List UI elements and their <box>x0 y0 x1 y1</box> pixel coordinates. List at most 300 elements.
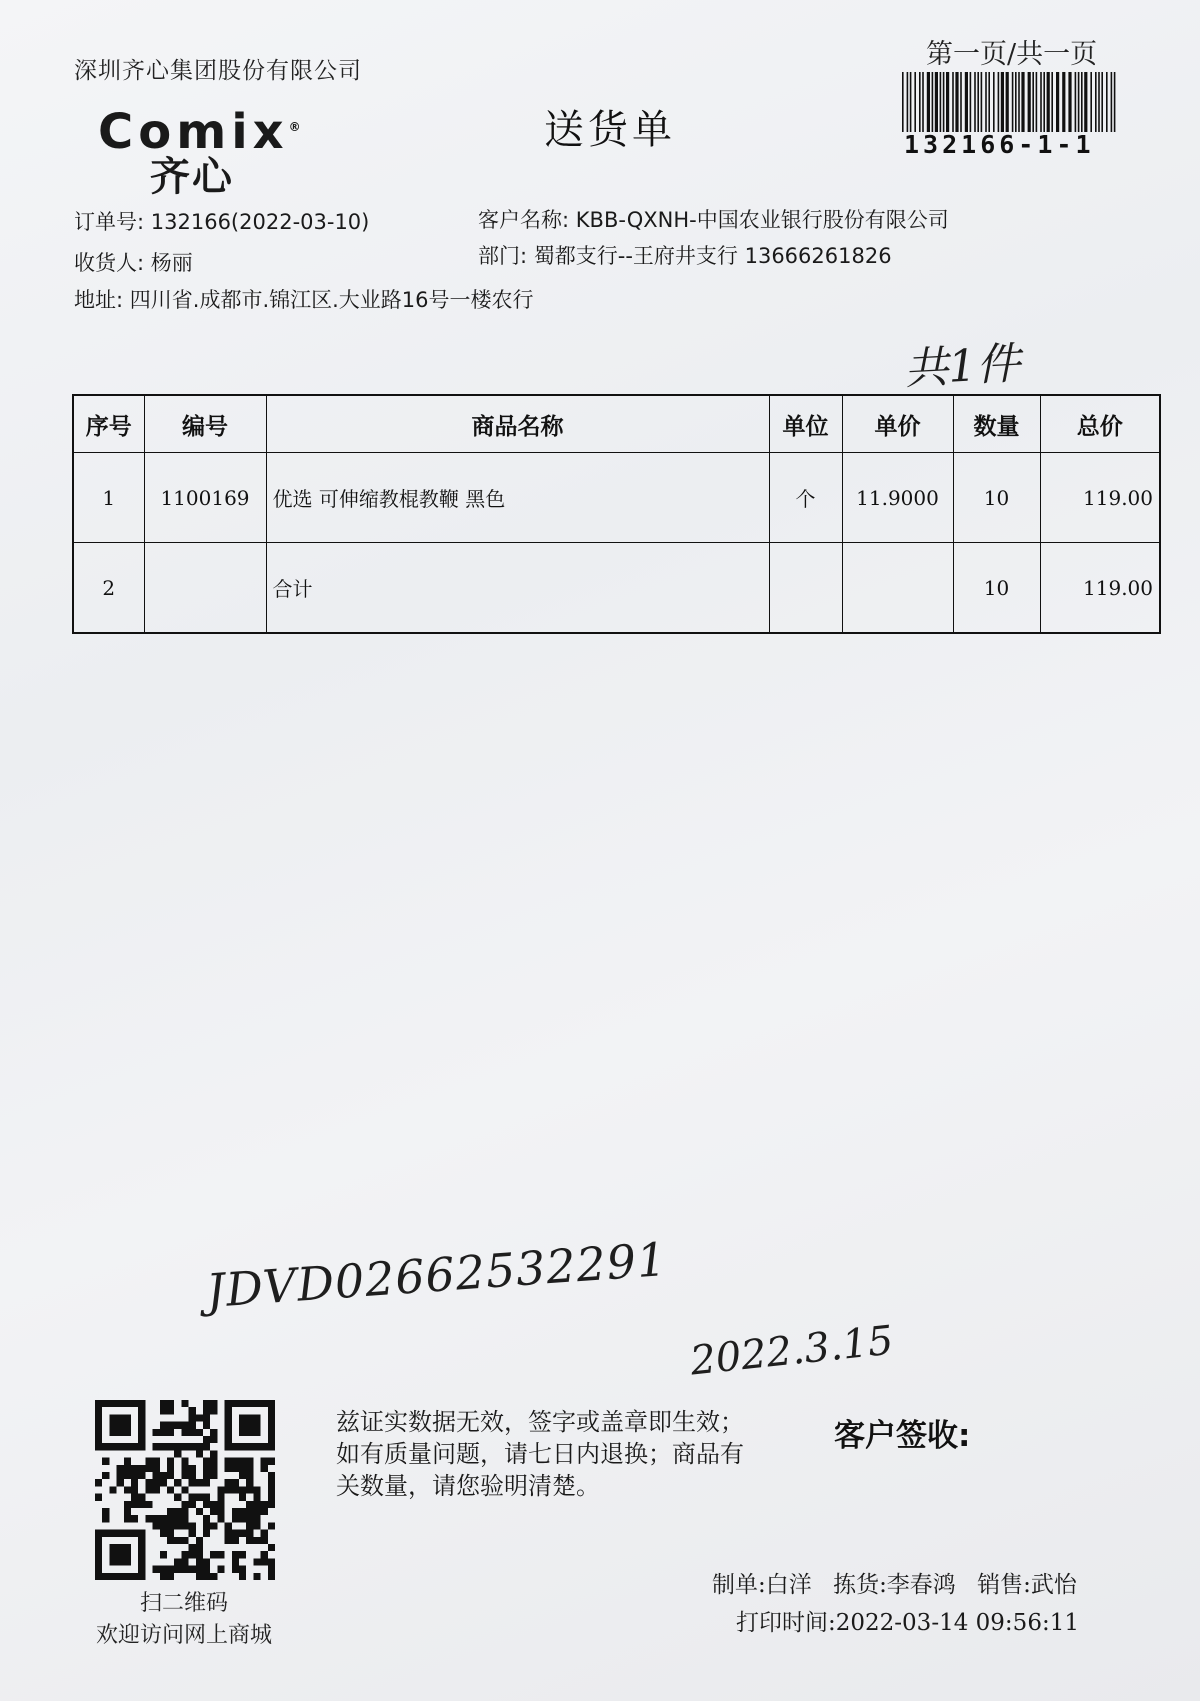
qr-module <box>124 1458 131 1465</box>
qr-module <box>268 1472 275 1479</box>
cell-seq: 2 <box>73 543 144 634</box>
qr-module <box>117 1551 124 1558</box>
qr-module <box>225 1479 232 1486</box>
qr-module <box>232 1508 239 1515</box>
qr-module <box>95 1494 102 1501</box>
qr-module <box>117 1400 124 1407</box>
qr-module <box>196 1429 203 1436</box>
cell-qty: 10 <box>953 453 1040 543</box>
qr-module <box>210 1551 217 1558</box>
qr-module <box>196 1494 203 1501</box>
qr-module <box>239 1494 246 1501</box>
qr-module <box>189 1443 196 1450</box>
qr-module <box>261 1443 268 1450</box>
qr-module <box>174 1522 181 1529</box>
qr-module <box>153 1429 160 1436</box>
qr-module <box>225 1465 232 1472</box>
order-number <box>74 206 369 236</box>
barcode-bar <box>1114 72 1116 132</box>
qr-module <box>167 1522 174 1529</box>
barcode-bar <box>1036 72 1038 132</box>
qr-module <box>160 1443 167 1450</box>
qr-module <box>174 1558 181 1565</box>
qr-module <box>210 1501 217 1508</box>
qr-module <box>196 1508 203 1515</box>
barcode-bar <box>952 72 954 132</box>
qr-module <box>225 1537 232 1544</box>
cell-product: 合计 <box>266 543 769 634</box>
qr-module <box>268 1414 275 1421</box>
qr-module <box>181 1501 188 1508</box>
qr-module <box>109 1486 116 1493</box>
barcode-bar <box>927 72 930 132</box>
qr-module <box>131 1472 138 1479</box>
qr-module <box>138 1573 145 1580</box>
barcode-bar <box>946 72 949 132</box>
qr-module <box>174 1515 181 1522</box>
qr-module <box>261 1458 268 1465</box>
qr-module <box>189 1494 196 1501</box>
qr-module <box>239 1530 246 1537</box>
qr-module <box>160 1515 167 1522</box>
qr-module <box>95 1436 102 1443</box>
qr-module <box>174 1450 181 1457</box>
qr-module <box>95 1566 102 1573</box>
qr-module <box>253 1429 260 1436</box>
qr-module <box>246 1530 253 1537</box>
cell-unit <box>769 543 842 634</box>
qr-module <box>246 1465 253 1472</box>
qr-module <box>196 1558 203 1565</box>
qr-module <box>160 1530 167 1537</box>
qr-module <box>95 1544 102 1551</box>
qr-module <box>268 1558 275 1565</box>
company-name: 深圳齐心集团股份有限公司 <box>74 58 362 84</box>
qr-module <box>232 1566 239 1573</box>
qr-module <box>160 1422 167 1429</box>
qr-module <box>246 1472 253 1479</box>
qr-module <box>217 1501 224 1508</box>
qr-module <box>225 1414 232 1421</box>
qr-module <box>167 1429 174 1436</box>
barcode-bar <box>935 72 938 132</box>
qr-module <box>203 1558 210 1565</box>
qr-module <box>203 1566 210 1573</box>
qr-module <box>181 1422 188 1429</box>
qr-module <box>124 1400 131 1407</box>
qr-module <box>138 1436 145 1443</box>
barcode-bar <box>919 72 921 132</box>
qr-module <box>203 1443 210 1450</box>
qr-module <box>268 1436 275 1443</box>
qr-module <box>253 1501 260 1508</box>
qr-module <box>153 1522 160 1529</box>
qr-module <box>174 1537 181 1544</box>
barcode-bar <box>932 72 934 132</box>
qr-module <box>131 1465 138 1472</box>
qr-module <box>167 1465 174 1472</box>
qr-module <box>160 1429 167 1436</box>
qr-module <box>239 1573 246 1580</box>
qr-module <box>203 1515 210 1522</box>
qr-module <box>210 1508 217 1515</box>
qr-module <box>181 1522 188 1529</box>
qr-module <box>217 1566 224 1573</box>
qr-module <box>232 1443 239 1450</box>
barcode-bar <box>981 72 983 132</box>
qr-module <box>160 1522 167 1529</box>
barcode-bar <box>1078 72 1080 132</box>
qr-module <box>268 1479 275 1486</box>
qr-module <box>246 1429 253 1436</box>
qr-module <box>181 1472 188 1479</box>
qr-module <box>232 1458 239 1465</box>
cell-total: 119.00 <box>1040 543 1160 634</box>
qr-module <box>109 1573 116 1580</box>
qr-module <box>138 1414 145 1421</box>
qr-module <box>232 1558 239 1565</box>
qr-module <box>210 1429 217 1436</box>
qr-module <box>138 1566 145 1573</box>
items-table <box>72 394 1161 634</box>
table-row <box>73 453 1160 543</box>
qr-module <box>124 1530 131 1537</box>
maker: 制单:白洋 <box>712 1572 812 1598</box>
barcode-bar <box>977 72 979 132</box>
qr-module <box>131 1494 138 1501</box>
print-time: 打印时间:2022-03-14 09:56:11 <box>736 1610 1079 1636</box>
qr-module <box>160 1573 167 1580</box>
table-header-row <box>73 395 1160 453</box>
qr-module <box>268 1544 275 1551</box>
qr-module <box>239 1429 246 1436</box>
qr-module <box>268 1522 275 1529</box>
qr-module <box>232 1465 239 1472</box>
qr-module <box>181 1429 188 1436</box>
qr-module <box>102 1573 109 1580</box>
qr-module <box>117 1558 124 1565</box>
dept-value: 蜀都支行--王府井支行 13666261826 <box>533 244 892 268</box>
customer-name <box>478 204 949 234</box>
qr-module <box>124 1551 131 1558</box>
barcode-bar <box>993 72 995 132</box>
qr-module <box>253 1400 260 1407</box>
qr-module <box>261 1508 268 1515</box>
qr-module <box>210 1472 217 1479</box>
qr-module <box>189 1566 196 1573</box>
barcode-bar <box>1068 72 1071 132</box>
cell-code <box>144 543 266 634</box>
qr-module <box>153 1486 160 1493</box>
qr-module <box>124 1486 131 1493</box>
qr-module <box>189 1429 196 1436</box>
qr-module <box>167 1537 174 1544</box>
cell-product: 优选 可伸缩教棍教鞭 黑色 <box>266 453 769 543</box>
qr-module <box>239 1551 246 1558</box>
qr-module <box>109 1443 116 1450</box>
barcode-bar <box>1021 72 1024 132</box>
table-row <box>73 543 1160 634</box>
qr-caption-scan: 扫二维码 <box>139 1591 228 1616</box>
qr-module <box>210 1450 217 1457</box>
qr-module <box>253 1486 260 1493</box>
qr-module <box>253 1443 260 1450</box>
barcode-bar <box>1081 72 1083 132</box>
barcode-bar <box>970 72 972 132</box>
qr-module <box>203 1422 210 1429</box>
qr-module <box>181 1400 188 1407</box>
qr-module <box>210 1436 217 1443</box>
qr-module <box>160 1551 167 1558</box>
qr-module <box>210 1400 217 1407</box>
qr-module <box>160 1472 167 1479</box>
qr-module <box>261 1465 268 1472</box>
receiver <box>74 247 193 277</box>
qr-module <box>153 1479 160 1486</box>
qr-module <box>102 1443 109 1450</box>
qr-module <box>109 1530 116 1537</box>
qr-module <box>268 1429 275 1436</box>
header-total: 总价 <box>1040 395 1160 453</box>
barcode-bar <box>1015 72 1017 132</box>
qr-module <box>181 1508 188 1515</box>
qr-module <box>138 1472 145 1479</box>
qr-module <box>167 1472 174 1479</box>
handwritten-date: 2022.3.15 <box>688 1317 896 1385</box>
qr-module <box>225 1429 232 1436</box>
qr-module <box>145 1465 152 1472</box>
qr-module <box>95 1429 102 1436</box>
handwritten-item-count: 共1件 <box>902 337 1022 395</box>
header-price: 单价 <box>842 395 953 453</box>
customer-value: KBB-QXNH-中国农业银行股份有限公司 <box>575 208 949 232</box>
qr-module <box>253 1422 260 1429</box>
qr-module <box>124 1508 131 1515</box>
qr-module <box>131 1515 138 1522</box>
barcode-bar <box>1047 72 1050 132</box>
qr-module <box>117 1443 124 1450</box>
qr-module <box>253 1515 260 1522</box>
qr-module <box>138 1494 145 1501</box>
barcode-bar <box>1043 72 1045 132</box>
qr-module <box>203 1465 210 1472</box>
qr-module <box>253 1537 260 1544</box>
qr-module <box>203 1522 210 1529</box>
qr-module <box>131 1443 138 1450</box>
qr-module <box>109 1558 116 1565</box>
address <box>74 284 534 314</box>
qr-module <box>239 1472 246 1479</box>
qr-module <box>232 1515 239 1522</box>
barcode-bar <box>1062 72 1065 132</box>
barcode-bar <box>1075 72 1077 132</box>
qr-module <box>268 1407 275 1414</box>
qr-module <box>167 1566 174 1573</box>
qr-module <box>109 1422 116 1429</box>
qr-module <box>210 1407 217 1414</box>
barcode-bar <box>1040 72 1042 132</box>
qr-module <box>246 1515 253 1522</box>
qr-module <box>189 1530 196 1537</box>
barcode-bar <box>1001 72 1004 132</box>
qr-module <box>124 1429 131 1436</box>
qr-module <box>124 1465 131 1472</box>
barcode-bar <box>960 72 962 132</box>
qr-module <box>217 1508 224 1515</box>
barcode-bar <box>1084 72 1087 132</box>
qr-module <box>217 1486 224 1493</box>
qr-module <box>210 1458 217 1465</box>
qr-module <box>246 1486 253 1493</box>
qr-module <box>167 1400 174 1407</box>
logo-en-text: Comix <box>98 104 289 160</box>
qr-module <box>217 1551 224 1558</box>
qr-module <box>95 1443 102 1450</box>
customer-signature-label: 客户签收: <box>834 1418 971 1454</box>
qr-module <box>268 1400 275 1407</box>
qr-module <box>203 1458 210 1465</box>
qr-module <box>95 1479 102 1486</box>
disclaimer-text: 兹证实数据无效，签字或盖章即生效；如有质量问题，请七日内退换；商品有关数量，请您验明清楚。 <box>336 1408 744 1500</box>
qr-module <box>225 1400 232 1407</box>
qr-module <box>153 1458 160 1465</box>
qr-module <box>232 1486 239 1493</box>
qr-module <box>124 1443 131 1450</box>
qr-module <box>268 1501 275 1508</box>
qr-caption-mall: 欢迎访问网上商城 <box>95 1623 272 1648</box>
qr-module <box>203 1400 210 1407</box>
cell-price: 11.9000 <box>842 453 953 543</box>
staff-line <box>712 1566 1077 1599</box>
qr-module <box>203 1573 210 1580</box>
qr-module <box>138 1443 145 1450</box>
qr-module <box>239 1566 246 1573</box>
qr-module <box>124 1472 131 1479</box>
address-label: 地址: <box>74 288 124 312</box>
document-title: 送货单 <box>544 107 676 153</box>
barcode-bar <box>1018 72 1020 132</box>
qr-module <box>174 1566 181 1573</box>
qr-module <box>246 1537 253 1544</box>
qr-module <box>246 1479 253 1486</box>
qr-module <box>253 1558 260 1565</box>
qr-module <box>145 1501 152 1508</box>
barcode-bar <box>988 72 990 132</box>
barcode-bar <box>1106 72 1108 132</box>
qr-module <box>203 1436 210 1443</box>
qr-module <box>131 1479 138 1486</box>
barcode-bar <box>955 72 958 132</box>
qr-module <box>131 1400 138 1407</box>
qr-module <box>181 1537 188 1544</box>
cell-unit: 个 <box>769 453 842 543</box>
barcode-bar <box>1095 72 1097 132</box>
qr-module <box>167 1573 174 1580</box>
qr-module <box>145 1486 152 1493</box>
qr-module <box>253 1494 260 1501</box>
logo-cn-text: 齐心 <box>150 154 234 200</box>
qr-module <box>239 1515 246 1522</box>
comix-logo: Comix® 齐心 <box>98 104 301 200</box>
qr-module <box>261 1530 268 1537</box>
qr-module <box>102 1515 109 1522</box>
barcode-bar <box>1051 72 1053 132</box>
receiver-label: 收货人: <box>74 251 145 275</box>
picker: 拣货:李春鸿 <box>833 1572 956 1598</box>
qr-module <box>131 1486 138 1493</box>
qr-module <box>95 1407 102 1414</box>
qr-module <box>217 1515 224 1522</box>
qr-module <box>124 1515 131 1522</box>
barcode-bar <box>910 72 912 132</box>
qr-module <box>239 1486 246 1493</box>
qr-module <box>117 1429 124 1436</box>
cell-total: 119.00 <box>1040 453 1160 543</box>
qr-module <box>138 1558 145 1565</box>
qr-module <box>109 1429 116 1436</box>
qr-module <box>138 1501 145 1508</box>
qr-module <box>117 1544 124 1551</box>
qr-module <box>189 1422 196 1429</box>
qr-module <box>167 1486 174 1493</box>
qr-module <box>232 1537 239 1544</box>
qr-module <box>153 1515 160 1522</box>
qr-module <box>167 1407 174 1414</box>
qr-module <box>196 1479 203 1486</box>
qr-module <box>253 1508 260 1515</box>
page-indicator: 第一页/共一页 <box>926 39 1098 70</box>
qr-module <box>225 1407 232 1414</box>
qr-module <box>268 1566 275 1573</box>
qr-module <box>153 1465 160 1472</box>
qr-module <box>189 1544 196 1551</box>
barcode-bar <box>1098 72 1100 132</box>
barcode-bar <box>1056 72 1059 132</box>
qr-module <box>124 1501 131 1508</box>
qr-module <box>117 1422 124 1429</box>
header-seq: 序号 <box>73 395 144 453</box>
qr-module <box>117 1472 124 1479</box>
qr-module <box>189 1465 196 1472</box>
qr-module <box>109 1551 116 1558</box>
qr-module <box>225 1486 232 1493</box>
qr-module <box>124 1558 131 1565</box>
qr-module <box>174 1422 181 1429</box>
qr-module <box>117 1573 124 1580</box>
qr-module <box>225 1443 232 1450</box>
qr-module <box>131 1501 138 1508</box>
qr-module <box>239 1458 246 1465</box>
qr-module <box>268 1458 275 1465</box>
qr-module <box>196 1566 203 1573</box>
qr-module <box>167 1508 174 1515</box>
qr-module <box>138 1429 145 1436</box>
qr-module <box>196 1573 203 1580</box>
qr-module <box>203 1501 210 1508</box>
qr-module <box>246 1400 253 1407</box>
qr-module <box>232 1400 239 1407</box>
qr-module <box>196 1443 203 1450</box>
qr-module <box>102 1472 109 1479</box>
qr-module <box>246 1501 253 1508</box>
qr-module <box>138 1465 145 1472</box>
barcode-bar <box>1028 72 1031 132</box>
qr-module <box>210 1573 217 1580</box>
qr-module <box>102 1458 109 1465</box>
qr-module <box>189 1479 196 1486</box>
qr-module <box>253 1414 260 1421</box>
qr-module <box>124 1422 131 1429</box>
